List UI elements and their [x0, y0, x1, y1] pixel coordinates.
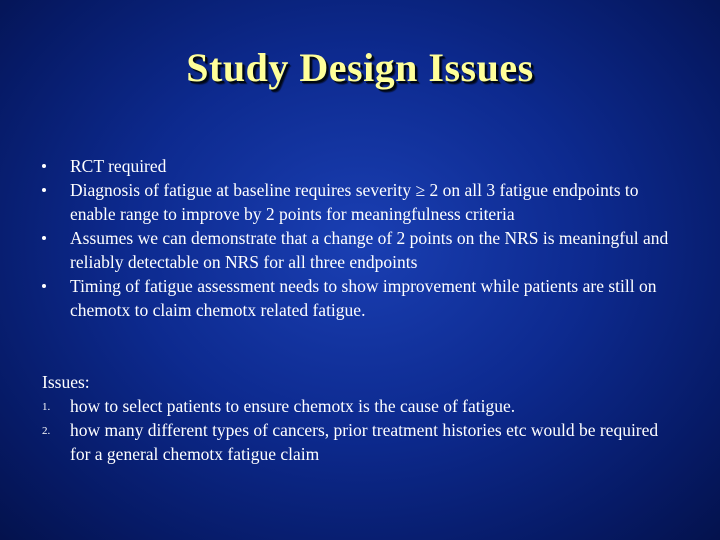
issue-text: how many different types of cancers, prior treatment histories etc would be required for a general chemotx fatigue claim	[70, 420, 659, 464]
bullet-item	[40, 274, 680, 322]
bullet-text: Assumes we can demonstrate that a change of 2 points on the NRS is meaningful and reliably detectable on NRS for all three endpoints	[70, 228, 669, 272]
bullet-list	[40, 154, 680, 322]
issues-section	[42, 370, 682, 466]
issue-text: how to select patients to ensure chemotx is the cause of fatigue.	[70, 396, 516, 416]
bullet-item	[40, 226, 680, 274]
bullet-dot-icon	[42, 236, 46, 240]
bullet-text: Diagnosis of fatigue at baseline requires severity ≥ 2 on all 3 fatigue endpoints to enable range to improve by 2 points for meaningfulness criteria	[70, 180, 639, 224]
slide-title: Study Design Issues	[186, 45, 534, 90]
issue-item	[42, 394, 682, 418]
bullet-dot-icon	[42, 188, 46, 192]
issue-item	[42, 418, 682, 466]
bullet-dot-icon	[42, 284, 46, 288]
issue-number: 2.	[42, 425, 51, 437]
issues-list	[42, 394, 682, 466]
bullet-item	[40, 154, 680, 178]
bullet-text: RCT required	[70, 156, 167, 176]
issue-number: 1.	[42, 401, 51, 413]
bullet-text: Timing of fatigue assessment needs to show improvement while patients are still on chemotx to claim chemotx related fatigue.	[70, 276, 657, 320]
issues-heading: Issues:	[42, 372, 90, 392]
bullet-item	[40, 178, 680, 226]
bullet-dot-icon	[42, 164, 46, 168]
